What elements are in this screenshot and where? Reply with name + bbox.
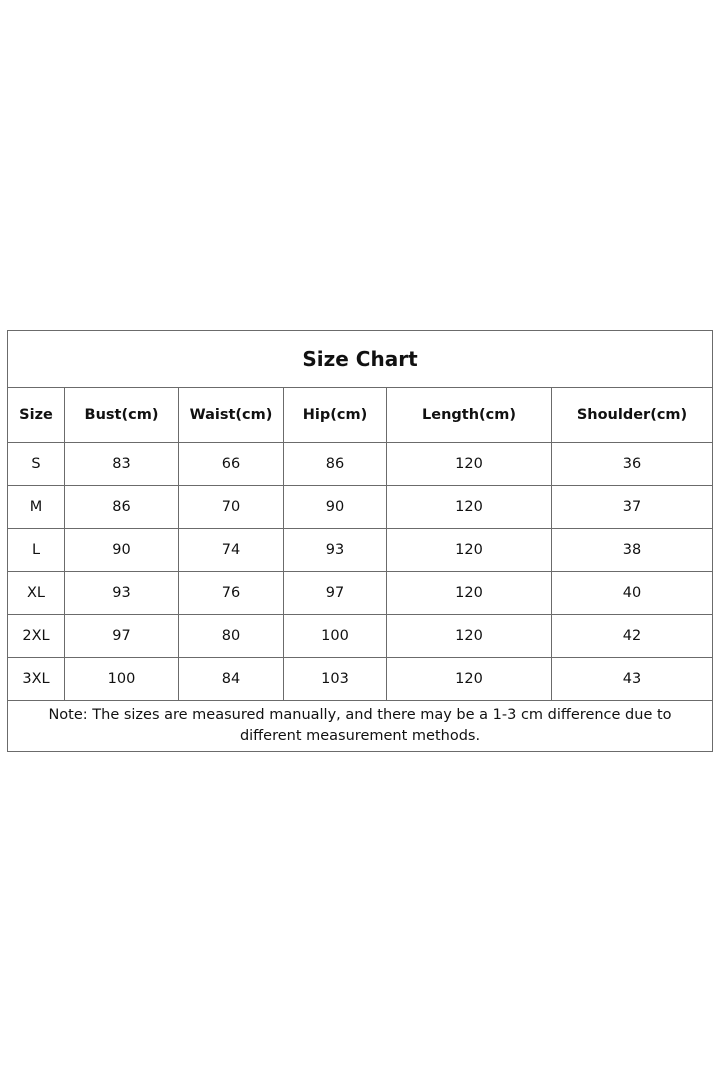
table-row <box>8 615 713 658</box>
column-header-bust: Bust(cm) <box>65 388 179 443</box>
cell-shoulder: 42 <box>552 615 713 658</box>
column-header-size: Size <box>8 388 65 443</box>
cell-length: 120 <box>387 486 552 529</box>
cell-shoulder: 38 <box>552 529 713 572</box>
cell-waist: 76 <box>179 572 284 615</box>
table-row <box>8 529 713 572</box>
cell-length: 120 <box>387 658 552 701</box>
cell-shoulder: 40 <box>552 572 713 615</box>
cell-hip: 100 <box>284 615 387 658</box>
cell-hip: 90 <box>284 486 387 529</box>
cell-bust: 100 <box>65 658 179 701</box>
chart-title: Size Chart <box>8 331 713 388</box>
cell-waist: 84 <box>179 658 284 701</box>
cell-waist: 80 <box>179 615 284 658</box>
header-row <box>8 388 713 443</box>
table-row <box>8 486 713 529</box>
cell-bust: 90 <box>65 529 179 572</box>
cell-waist: 66 <box>179 443 284 486</box>
cell-size: 3XL <box>8 658 65 701</box>
table-row <box>8 572 713 615</box>
column-header-shoulder: Shoulder(cm) <box>552 388 713 443</box>
cell-size: 2XL <box>8 615 65 658</box>
size-chart-table <box>7 330 713 752</box>
size-chart <box>7 330 712 752</box>
cell-bust: 86 <box>65 486 179 529</box>
column-header-length: Length(cm) <box>387 388 552 443</box>
cell-hip: 103 <box>284 658 387 701</box>
cell-size: M <box>8 486 65 529</box>
table-row <box>8 658 713 701</box>
cell-hip: 97 <box>284 572 387 615</box>
cell-length: 120 <box>387 572 552 615</box>
cell-size: XL <box>8 572 65 615</box>
measurement-note: Note: The sizes are measured manually, and there may be a 1-3 cm difference due to different measurement methods. <box>8 701 713 752</box>
cell-shoulder: 37 <box>552 486 713 529</box>
cell-length: 120 <box>387 615 552 658</box>
column-header-waist: Waist(cm) <box>179 388 284 443</box>
cell-waist: 70 <box>179 486 284 529</box>
cell-waist: 74 <box>179 529 284 572</box>
cell-size: L <box>8 529 65 572</box>
cell-bust: 83 <box>65 443 179 486</box>
cell-shoulder: 43 <box>552 658 713 701</box>
column-header-hip: Hip(cm) <box>284 388 387 443</box>
table-row <box>8 443 713 486</box>
cell-shoulder: 36 <box>552 443 713 486</box>
cell-size: S <box>8 443 65 486</box>
cell-hip: 93 <box>284 529 387 572</box>
cell-length: 120 <box>387 529 552 572</box>
cell-length: 120 <box>387 443 552 486</box>
cell-bust: 97 <box>65 615 179 658</box>
cell-hip: 86 <box>284 443 387 486</box>
cell-bust: 93 <box>65 572 179 615</box>
